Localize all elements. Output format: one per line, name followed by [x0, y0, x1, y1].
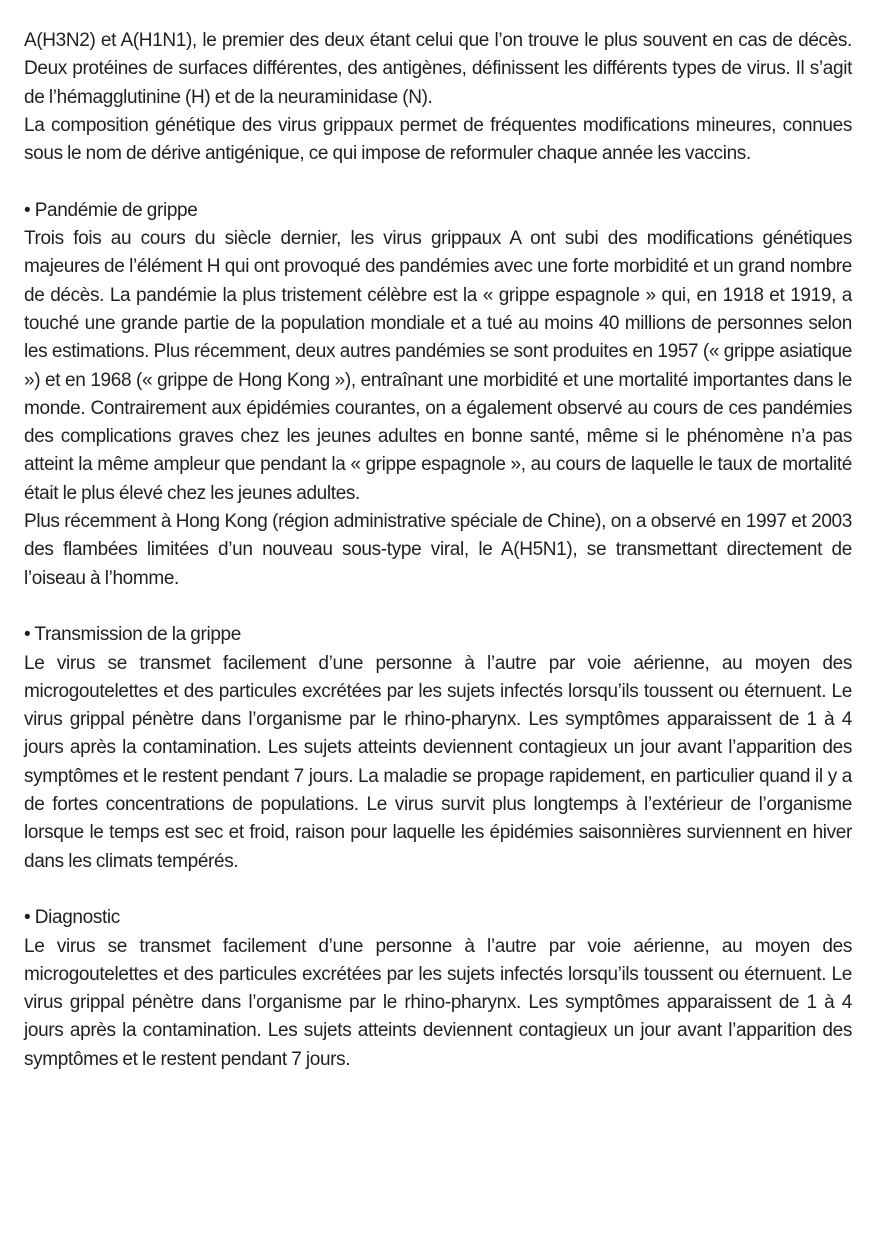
intro-paragraph-1: A(H3N2) et A(H1N1), le premier des deux étant celui que l’on trouve le plus souvent en cas de décès. Deux protéines de surfaces différentes, des antigènes, définissent les différents types de virus. Il s’agit de l’hémagglutinine (H) et de la neuraminidase (N). — [24, 30, 852, 108]
transmission-paragraph-1: Le virus se transmet facilement d’une personne à l’autre par voie aérienne, au moyen des microgoutelettes et des particules excrétées par les sujets infectés lorsqu’ils toussent ou éternuent. Le virus grippal pénètre dans l’organisme par le rhino-pharynx. Les symptômes apparaissent de 1 à 4 jours après la contamination. Les sujets atteints deviennent contagieux un jour avant l’apparition des symptômes et le restent pendant 7 jours. La maladie se propage rapidement, en particulier quand il y a de fortes concentrations de populations. Le virus survit plus longtemps à l’extérieur de l’organisme lorsque le temps est sec et froid, raison pour laquelle les épidémies saisonnières surviennent en hiver dans les climats tempérés. — [24, 652, 852, 872]
section-spacer — [24, 876, 852, 904]
document-page — [24, 27, 852, 1074]
section-spacer — [24, 593, 852, 621]
pandemie-paragraph-1: Trois fois au cours du siècle dernier, les virus grippaux A ont subi des modifications génétiques majeures de l’élément H qui ont provoqué des pandémies avec une forte morbidité et un grand nombre de décès. La pandémie la plus tristement célèbre est la « grippe espagnole » qui, en 1918 et 1919, a touché une grande partie de la population mondiale et a tué au moins 40 millions de personnes selon les estimations. Plus récemment, deux autres pandémies se sont produites en 1957 (« grippe asiatique ») et en 1968 (« grippe de Hong Kong »), entraînant une morbidité et une mortalité importantes dans le monde. Contrairement aux épidémies courantes, on a également observé au cours de ces pandémies des complications graves chez les jeunes adultes en bonne santé, même si le phénomène n’a pas atteint la même ampleur que pendant la « grippe espagnole », au cours de laquelle le taux de mortalité était le plus élevé chez les jeunes adultes. — [24, 228, 852, 504]
pandemie-paragraph-2: Plus récemment à Hong Kong (région administrative spéciale de Chine), on a observé en 1997 et 2003 des flambées limitées d’un nouveau sous-type viral, le A(H5N1), se transmettant directement de l’oiseau à l’homme. — [24, 511, 852, 589]
section-heading-transmission: • Transmission de la grippe — [24, 624, 241, 646]
section-spacer — [24, 168, 852, 196]
section-heading-diagnostic: • Diagnostic — [24, 907, 120, 929]
diagnostic-paragraph-1: Le virus se transmet facilement d’une personne à l’autre par voie aérienne, au moyen des microgoutelettes et des particules excrétées par les sujets infectés lorsqu’ils toussent ou éternuent. Le virus grippal pénètre dans l’organisme par le rhino-pharynx. Les symptômes apparaissent de 1 à 4 jours après la contamination. Les sujets atteints deviennent contagieux un jour avant l’apparition des symptômes et le restent pendant 7 jours. — [24, 935, 852, 1070]
section-heading-pandemie: • Pandémie de grippe — [24, 199, 198, 221]
intro-paragraph-2: La composition génétique des virus grippaux permet de fréquentes modifications mineures, connues sous le nom de dérive antigénique, ce qui impose de reformuler chaque année les vaccins. — [24, 114, 852, 165]
